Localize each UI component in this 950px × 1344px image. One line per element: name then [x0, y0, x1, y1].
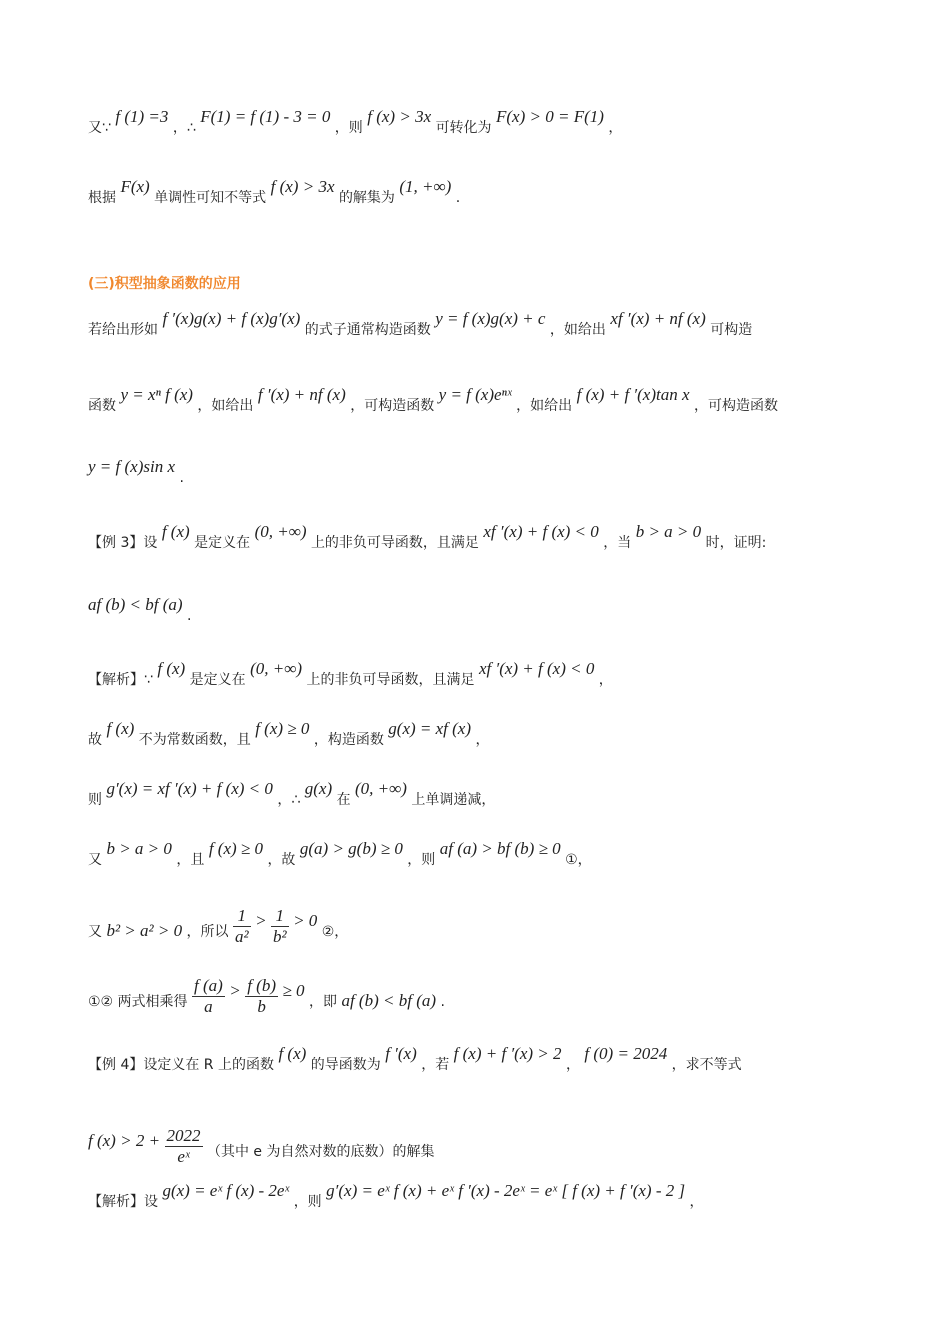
- text-run: 单调性可知不等式: [154, 190, 267, 206]
- text-run: （其中 e 为自然对数的底数）的解集: [206, 1144, 435, 1161]
- text-run: 若给出形如: [88, 322, 158, 338]
- text-line: [88, 719, 490, 748]
- text-run: 时，证明:: [705, 535, 767, 551]
- example-heading: [88, 522, 767, 551]
- math-expression: f ′(x): [385, 1044, 417, 1063]
- text-run: 可构造: [710, 322, 753, 338]
- math-expression: xf ′(x) + f (x) < 0: [478, 659, 595, 678]
- solution-heading: [88, 1181, 704, 1210]
- math-expression: f (1) =3: [115, 107, 169, 126]
- text-run: 【解析】设: [88, 1194, 158, 1210]
- math-expression: f ′(x) + nf (x): [257, 385, 346, 404]
- math-expression: g(x) = eˣ f (x) - 2eˣ: [162, 1181, 290, 1200]
- text-run: ，即: [309, 994, 337, 1011]
- math-operator: >: [229, 981, 241, 1001]
- text-run: ，: [565, 1057, 580, 1073]
- text-run: ，则: [334, 120, 363, 136]
- math-expression: f (x): [157, 659, 186, 678]
- text-run: ，: [689, 1194, 704, 1210]
- text-line: [88, 309, 753, 338]
- text-run: ，∴: [172, 120, 196, 136]
- text-run: 【例 3】设: [88, 535, 158, 551]
- math-expression: af (b) < bf (a): [88, 595, 183, 614]
- fraction-numerator: f (b): [247, 976, 276, 995]
- fraction-numerator: 1: [271, 906, 289, 927]
- text-run: 又: [88, 924, 102, 941]
- math-expression: f (x) > 3x: [270, 177, 335, 196]
- math-expression: (1, +∞): [399, 177, 452, 196]
- text-run: 上单调递减，: [411, 792, 496, 808]
- text-run: ，如给出: [197, 398, 254, 414]
- math-expression: g′(x) = eˣ f (x) + eˣ f ′(x) - 2eˣ = eˣ [ f (x) + f ′(x) - 2 ]: [326, 1181, 686, 1200]
- math-expression: y = f (x)g(x) + c: [435, 309, 546, 328]
- text-line: [88, 906, 349, 952]
- text-run: ，故: [267, 852, 296, 868]
- math-expression: g(x): [304, 779, 333, 798]
- text-run: ，则: [407, 852, 436, 868]
- text-run: ，如给出: [516, 398, 573, 414]
- math-expression: (0, +∞): [355, 779, 407, 798]
- section-title: (三)积型抽象函数的应用: [88, 276, 241, 292]
- text-line: [88, 1126, 435, 1172]
- math-expression: (0, +∞): [254, 522, 307, 541]
- text-run: ，当: [603, 535, 632, 551]
- text-run: ，可构造函数: [693, 398, 778, 414]
- math-expression: y = f (x)eⁿˣ: [438, 385, 512, 404]
- math-expression: f (x) + f ′(x)tan x: [576, 385, 690, 404]
- math-expression: af (b) < bf (a): [341, 991, 437, 1011]
- text-run: 不为常数函数，且: [138, 732, 251, 748]
- text-run: 又∵: [88, 120, 111, 136]
- math-expression: b² > a² > 0: [106, 921, 183, 941]
- text-run: ①，: [565, 852, 592, 868]
- math-expression: f ′(x)g(x) + f (x)g′(x): [162, 309, 301, 328]
- math-expression: y = xⁿ f (x): [120, 385, 193, 404]
- math-expression: f (x) > 3x: [367, 107, 432, 126]
- text-run: ，如给出: [549, 322, 606, 338]
- math-expression: g(x) = xf (x): [388, 719, 472, 738]
- text-line: [88, 107, 623, 136]
- math-expression: f (x) + f ′(x) > 2: [453, 1044, 562, 1063]
- math-expression: y = f (x)sin x: [88, 457, 175, 476]
- math-expression: xf ′(x) + nf (x): [610, 309, 706, 328]
- text-run: .: [440, 994, 445, 1011]
- fraction-numerator: 2022: [166, 1126, 201, 1145]
- math-expression: ≥ 0: [282, 981, 305, 1001]
- text-run: ，可构造函数: [350, 398, 435, 414]
- math-expression: xf ′(x) + f (x) < 0: [483, 522, 599, 541]
- text-run: .: [187, 608, 192, 624]
- solution-heading: [88, 659, 613, 688]
- text-run: ，: [598, 672, 613, 688]
- text-run: 函数: [88, 398, 116, 414]
- text-run: 的式子通常构造函数: [304, 322, 431, 338]
- fraction: [192, 976, 225, 1016]
- text-run: .: [179, 470, 184, 486]
- math-expression: f (x): [106, 719, 135, 738]
- text-line: [88, 595, 192, 624]
- text-run: 故: [88, 732, 102, 748]
- math-expression: b > a > 0: [106, 839, 172, 858]
- text-run: ①② 两式相乘得: [88, 994, 188, 1011]
- text-run: ，若: [421, 1057, 450, 1073]
- math-expression: g(a) > g(b) ≥ 0: [299, 839, 403, 858]
- text-run: 是定义在: [194, 535, 251, 551]
- fraction-denominator: b: [257, 996, 266, 1016]
- text-run: 的导函数为: [310, 1057, 381, 1073]
- text-run: 上的非负可导函数，且满足: [306, 672, 475, 688]
- text-line: [88, 839, 592, 868]
- text-run: 在: [336, 792, 351, 808]
- math-expression: F(1) = f (1) - 3 = 0: [200, 107, 331, 126]
- text-line: [88, 976, 445, 1022]
- fraction-denominator: b²: [273, 926, 287, 946]
- math-expression: f (0) = 2024: [584, 1044, 668, 1063]
- fraction: [271, 906, 289, 946]
- text-run: 是定义在: [189, 672, 246, 688]
- math-expression: F(x) > 0 = F(1): [496, 107, 604, 126]
- text-run: 上的非负可导函数，且满足: [310, 535, 479, 551]
- text-line: [88, 385, 778, 414]
- math-expression: f (x): [161, 522, 190, 541]
- math-expression: f (x) ≥ 0: [208, 839, 263, 858]
- text-run: ，∴: [277, 792, 301, 808]
- math-operator: >: [255, 911, 267, 931]
- text-run: ，且: [176, 852, 205, 868]
- text-run: ，所以: [186, 924, 229, 941]
- text-run: 根据: [88, 190, 116, 206]
- text-run: 【解析】∵: [88, 672, 153, 688]
- math-expression: F(x): [120, 177, 150, 196]
- text-run: 又: [88, 852, 102, 868]
- fraction-numerator: f (a): [194, 976, 223, 995]
- fraction: [233, 906, 251, 946]
- text-line: [88, 779, 496, 808]
- fraction: [245, 976, 278, 1016]
- text-run: ，则: [293, 1194, 322, 1210]
- math-expression: f (x) ≥ 0: [255, 719, 310, 738]
- text-run: ，: [608, 120, 623, 136]
- math-expression: > 0: [293, 911, 318, 931]
- text-run: 的解集为: [338, 190, 395, 206]
- text-run: .: [455, 190, 461, 206]
- text-run: 【例 4】设定义在 R 上的函数: [88, 1057, 274, 1073]
- fraction-denominator: a: [204, 996, 213, 1016]
- fraction-numerator: 1: [233, 906, 251, 927]
- text-line: [88, 457, 184, 486]
- math-expression: f (x) > 2 +: [88, 1131, 161, 1151]
- text-run: ，构造函数: [313, 732, 384, 748]
- math-expression: b > a > 0: [635, 522, 702, 541]
- text-run: 则: [88, 792, 102, 808]
- math-expression: f (x): [278, 1044, 307, 1063]
- fraction-denominator: a²: [235, 926, 249, 946]
- math-expression: af (a) > bf (b) ≥ 0: [439, 839, 561, 858]
- example-heading: [88, 1044, 742, 1073]
- fraction-denominator: eˣ: [177, 1146, 190, 1166]
- math-expression: (0, +∞): [250, 659, 303, 678]
- text-run: 可转化为: [435, 120, 492, 136]
- math-expression: g′(x) = xf ′(x) + f (x) < 0: [106, 779, 273, 798]
- text-run: ②，: [321, 924, 349, 941]
- text-run: ，求不等式: [671, 1057, 742, 1073]
- text-line: [88, 177, 461, 206]
- fraction: [165, 1126, 203, 1166]
- text-run: ，: [475, 732, 490, 748]
